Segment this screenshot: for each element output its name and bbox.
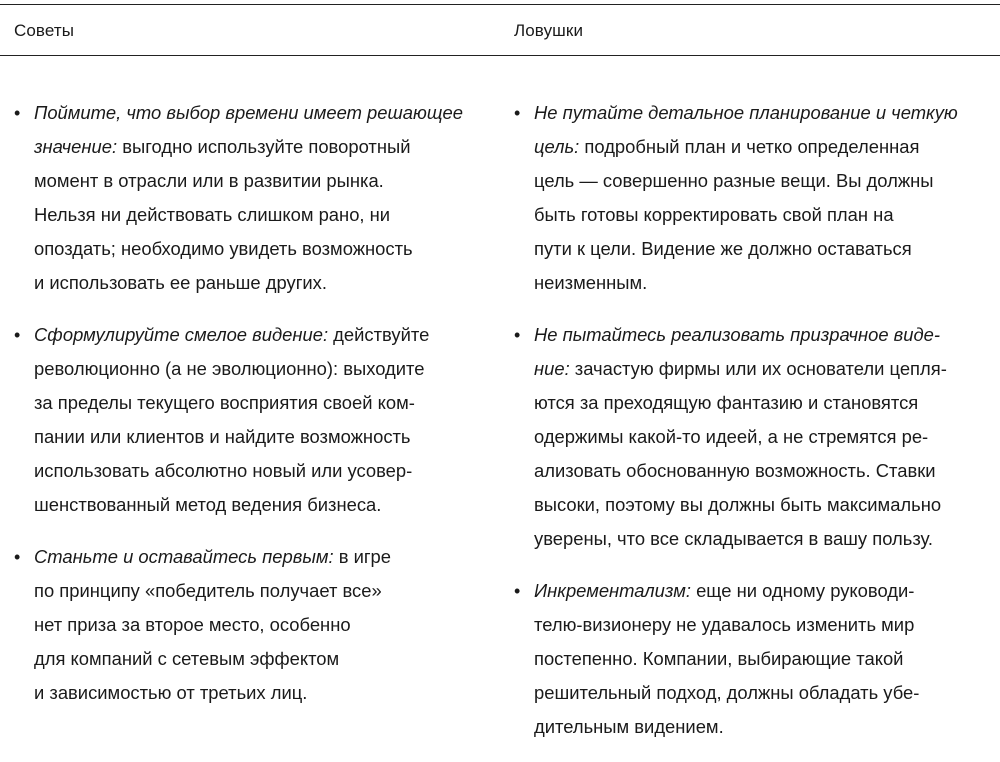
text-line <box>534 164 992 198</box>
tips-list <box>14 96 490 710</box>
text-line <box>534 574 992 608</box>
item-body-text: шенствованный метод ведения бизнеса. <box>34 494 382 515</box>
bullet-icon: • <box>514 103 521 123</box>
text-line <box>534 642 992 676</box>
text-line <box>34 352 490 386</box>
tip-item <box>14 318 490 522</box>
traps-column-header: Ловушки <box>514 21 584 40</box>
item-body-text: нет приза за второе место, особенно <box>34 614 351 635</box>
text-line <box>34 232 490 266</box>
item-body-text: быть готовы корректировать свой план на <box>534 204 894 225</box>
item-body-text: для компаний с сетевым эффектом <box>34 648 340 669</box>
text-line <box>34 540 490 574</box>
item-body-text: пути к цели. Видение же должно оставаться <box>534 238 912 259</box>
text-line <box>34 266 490 300</box>
item-lead-phrase: ние: <box>534 358 570 379</box>
item-body-text: постепенно. Компании, выбирающие такой <box>534 648 904 669</box>
text-line <box>534 454 992 488</box>
text-line <box>534 420 992 454</box>
text-line <box>534 96 992 130</box>
item-body-text: зачастую фирмы или их основатели цепля- <box>569 358 947 379</box>
text-line <box>534 198 992 232</box>
tips-column-header: Советы <box>14 21 75 40</box>
item-body-text: ются за преходящую фантазию и становятся <box>534 392 919 413</box>
text-line <box>534 232 992 266</box>
bullet-icon: • <box>14 325 21 345</box>
item-body-text: телю-визионеру не удавалось изменить мир <box>534 614 915 635</box>
text-line <box>534 710 992 744</box>
item-lead-phrase: Инкрементализм: <box>534 580 691 601</box>
text-line <box>534 130 992 164</box>
item-body-text: цель — совершенно разные вещи. Вы должны <box>534 170 934 191</box>
text-line <box>534 488 992 522</box>
item-body-text: ализовать обоснованную возможность. Ставки <box>534 460 936 481</box>
item-body-text: и зависимостью от третьих лиц. <box>34 682 308 703</box>
item-body-text: дительным видением. <box>534 716 724 737</box>
traps-column <box>514 96 992 762</box>
text-line <box>34 130 490 164</box>
item-body-text: выгодно используйте поворотный <box>117 136 411 157</box>
text-line <box>34 420 490 454</box>
item-body-text: революционно (а не эволюционно): выходите <box>34 358 425 379</box>
item-body-text: использовать абсолютно новый или усовер- <box>34 460 413 481</box>
item-body-text: высоки, поэтому вы должны быть максимально <box>534 494 942 515</box>
item-body-text: уверены, что все складывается в вашу пользу. <box>534 528 934 549</box>
text-line <box>34 676 490 710</box>
item-body-text: за пределы текущего восприятия своей ком- <box>34 392 415 413</box>
bullet-icon: • <box>514 325 521 345</box>
text-line <box>534 266 992 300</box>
tips-column <box>14 96 490 728</box>
text-line <box>534 386 992 420</box>
item-body-text: подробный план и четко определенная <box>579 136 920 157</box>
item-lead-phrase: Не пытайтесь реализовать призрачное виде- <box>534 324 941 345</box>
bullet-icon: • <box>514 581 521 601</box>
item-body-text: действуйте <box>328 324 430 345</box>
item-body-text: в игре <box>333 546 392 567</box>
text-line <box>34 318 490 352</box>
item-body-text: решительный подход, должны обладать убе- <box>534 682 920 703</box>
tip-item <box>14 96 490 300</box>
item-body-text: одержимы какой-то идеей, а не стремятся ре- <box>534 426 929 447</box>
bullet-icon: • <box>14 547 21 567</box>
text-line <box>34 574 490 608</box>
item-lead-phrase: значение: <box>34 136 118 157</box>
text-line <box>534 352 992 386</box>
table-top-rule <box>0 4 1000 5</box>
item-lead-phrase: Поймите, что выбор времени имеет решающее <box>34 102 463 123</box>
text-line <box>534 522 992 556</box>
traps-list <box>514 96 992 744</box>
item-body-text: опоздать; необходимо увидеть возможность <box>34 238 413 259</box>
text-line <box>534 318 992 352</box>
item-body-text: по принципу «победитель получает все» <box>34 580 382 601</box>
text-line <box>34 488 490 522</box>
text-line <box>34 642 490 676</box>
text-line <box>534 608 992 642</box>
item-body-text: неизменным. <box>534 272 648 293</box>
trap-item <box>514 96 992 300</box>
trap-item <box>514 318 992 556</box>
item-lead-phrase: цель: <box>534 136 580 157</box>
item-body-text: еще ни одному руководи- <box>690 580 915 601</box>
item-body-text: и использовать ее раньше других. <box>34 272 327 293</box>
text-line <box>34 386 490 420</box>
item-body-text: Нельзя ни действовать слишком рано, ни <box>34 204 391 225</box>
item-lead-phrase: Не путайте детальное планирование и четкую <box>534 102 958 123</box>
text-line <box>34 164 490 198</box>
text-line <box>534 676 992 710</box>
header-divider-rule <box>0 55 1000 56</box>
item-body-text: пании или клиентов и найдите возможность <box>34 426 411 447</box>
bullet-icon: • <box>14 103 21 123</box>
text-line <box>34 96 490 130</box>
item-body-text: момент в отрасли или в развитии рынка. <box>34 170 384 191</box>
trap-item <box>514 574 992 744</box>
text-line <box>34 198 490 232</box>
item-lead-phrase: Сформулируйте смелое видение: <box>34 324 329 345</box>
text-line <box>34 454 490 488</box>
tip-item <box>14 540 490 710</box>
item-lead-phrase: Станьте и оставайтесь первым: <box>34 546 334 567</box>
text-line <box>34 608 490 642</box>
